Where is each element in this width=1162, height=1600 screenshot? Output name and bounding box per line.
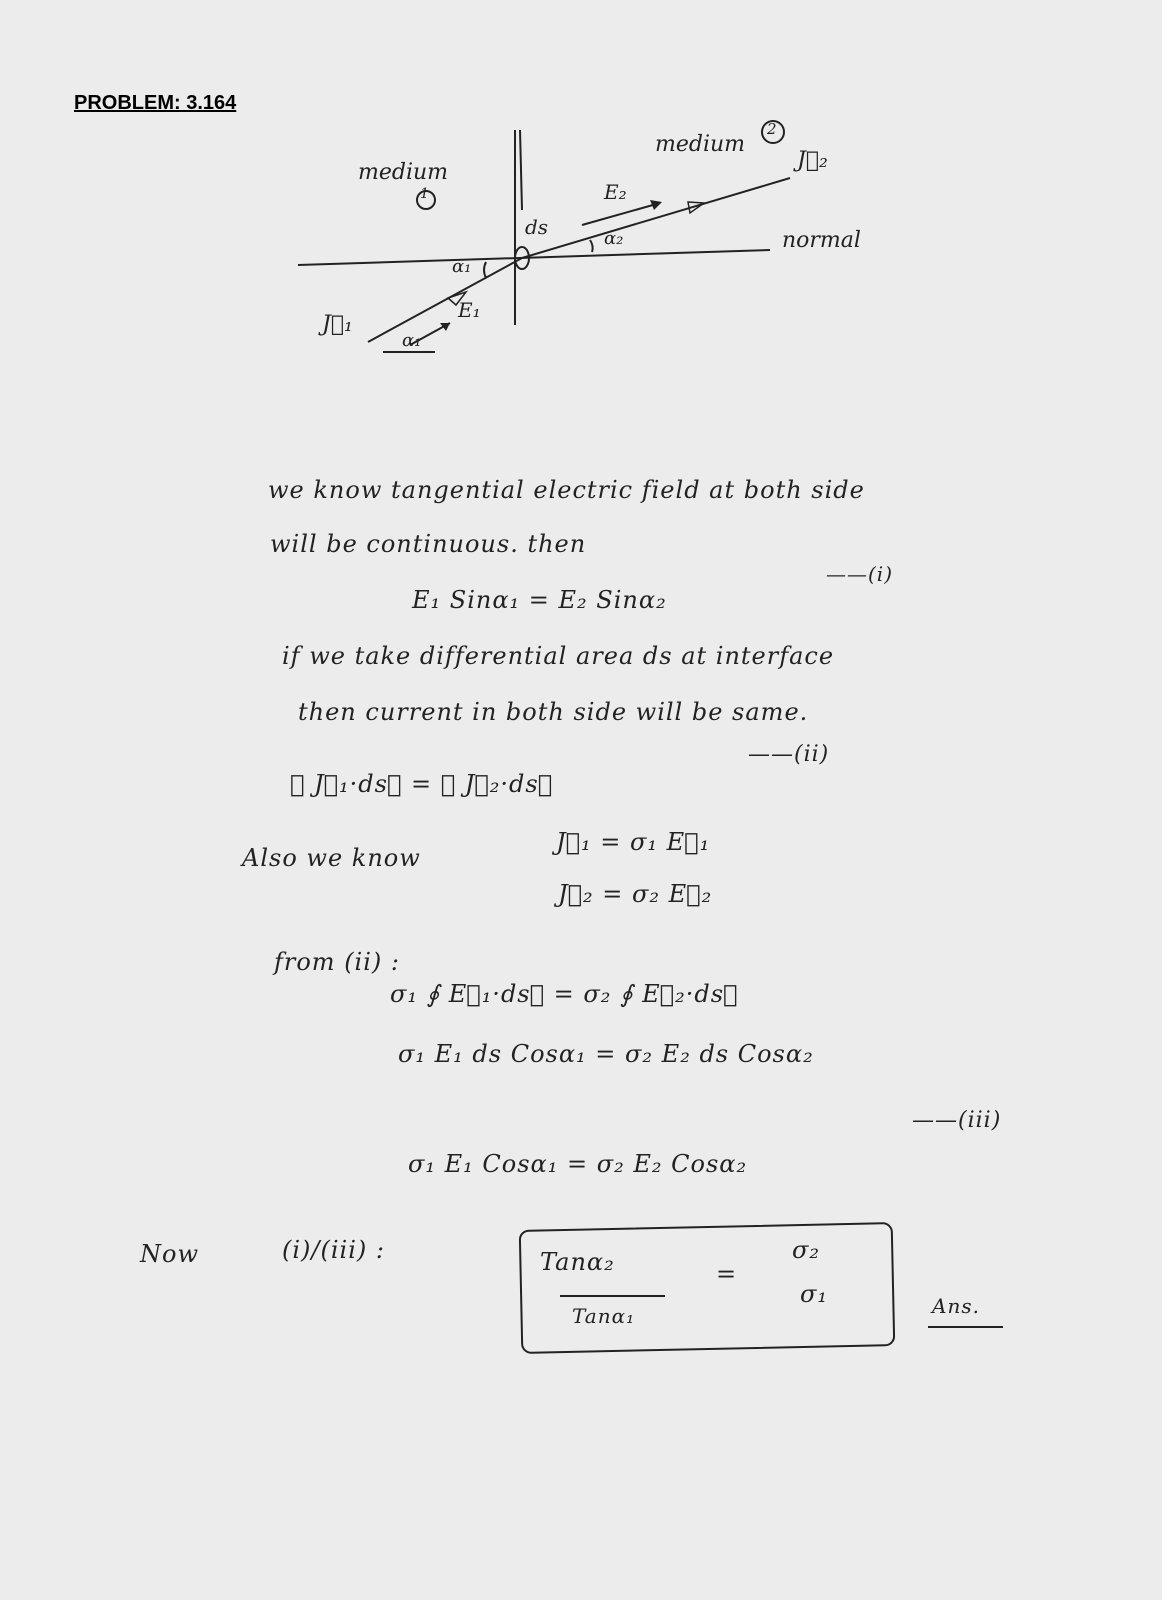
solution-line-1: we know tangential electric field at both side — [268, 476, 865, 504]
equation-5: σ₁ ∮ E⃗₁·ds⃗ = σ₂ ∮ E⃗₂·ds⃗ — [390, 980, 739, 1008]
equation-2: ∮ J⃗₁·ds⃗ = ∮ J⃗₂·ds⃗ — [290, 770, 554, 798]
answer-numerator: Tanα₂ — [540, 1248, 615, 1276]
equation-2-tag: ——(ii) — [748, 742, 830, 767]
equation-1: E₁ Sinα₁ = E₂ Sinα₂ — [412, 586, 667, 614]
answer-denominator: Tanα₁ — [572, 1304, 636, 1328]
answer-rhs-numerator: σ₂ — [792, 1236, 821, 1264]
answer-box — [519, 1222, 896, 1354]
j2-label: J⃗₂ — [797, 148, 828, 173]
solution-line-3: if we take differential area ds at interface — [282, 642, 835, 670]
equation-6: σ₁ E₁ ds Cosα₁ = σ₂ E₂ ds Cosα₂ — [398, 1040, 814, 1068]
alpha1-arrow-label: α₁ — [402, 330, 422, 351]
j2-ray — [522, 178, 790, 258]
refraction-diagram — [0, 0, 1162, 420]
answer-fraction-line — [560, 1295, 665, 1297]
medium1-label: medium — [358, 160, 449, 185]
solution-line-4: then current in both side will be same. — [298, 698, 809, 726]
j1-label: J⃗₁ — [322, 312, 353, 337]
interface-line-inner — [520, 130, 522, 210]
problem-title: PROBLEM: 3.164 — [74, 92, 237, 114]
also-we-know: Also we know — [242, 844, 421, 872]
normal-line — [298, 250, 770, 265]
e2-arrow — [582, 203, 660, 225]
alpha2-label: α₂ — [604, 228, 624, 249]
ans-underline — [928, 1326, 1003, 1328]
now-label: Now — [140, 1240, 199, 1268]
e2-label: E₂ — [604, 180, 627, 204]
ds-label: ds — [525, 215, 549, 239]
normal-label: normal — [782, 228, 861, 253]
medium1-number: 1 — [420, 186, 429, 202]
equation-7-tag: ——(iii) — [912, 1108, 1002, 1133]
e1-label: E₁ — [458, 298, 481, 322]
ratio-label: (i)/(iii) : — [282, 1236, 385, 1264]
from-ii-label: from (ii) : — [274, 948, 400, 976]
equation-7: σ₁ E₁ Cosα₁ = σ₂ E₂ Cosα₂ — [408, 1150, 748, 1178]
alpha1-label: α₁ — [452, 256, 472, 277]
medium2-number: 2 — [767, 120, 777, 138]
solution-line-2: will be continuous. then — [270, 530, 587, 558]
alpha1-arc — [484, 262, 486, 278]
answer-rhs-denominator: σ₁ — [800, 1280, 829, 1308]
medium2-label: medium — [655, 132, 746, 157]
answer-equals: = — [716, 1260, 738, 1288]
equation-1-tag: ——(i) — [826, 562, 894, 586]
alpha2-arc — [590, 240, 593, 252]
equation-4: J⃗₂ = σ₂ E⃗₂ — [558, 880, 713, 908]
ans-label: Ans. — [932, 1294, 980, 1318]
equation-3: J⃗₁ = σ₁ E⃗₁ — [556, 828, 711, 856]
